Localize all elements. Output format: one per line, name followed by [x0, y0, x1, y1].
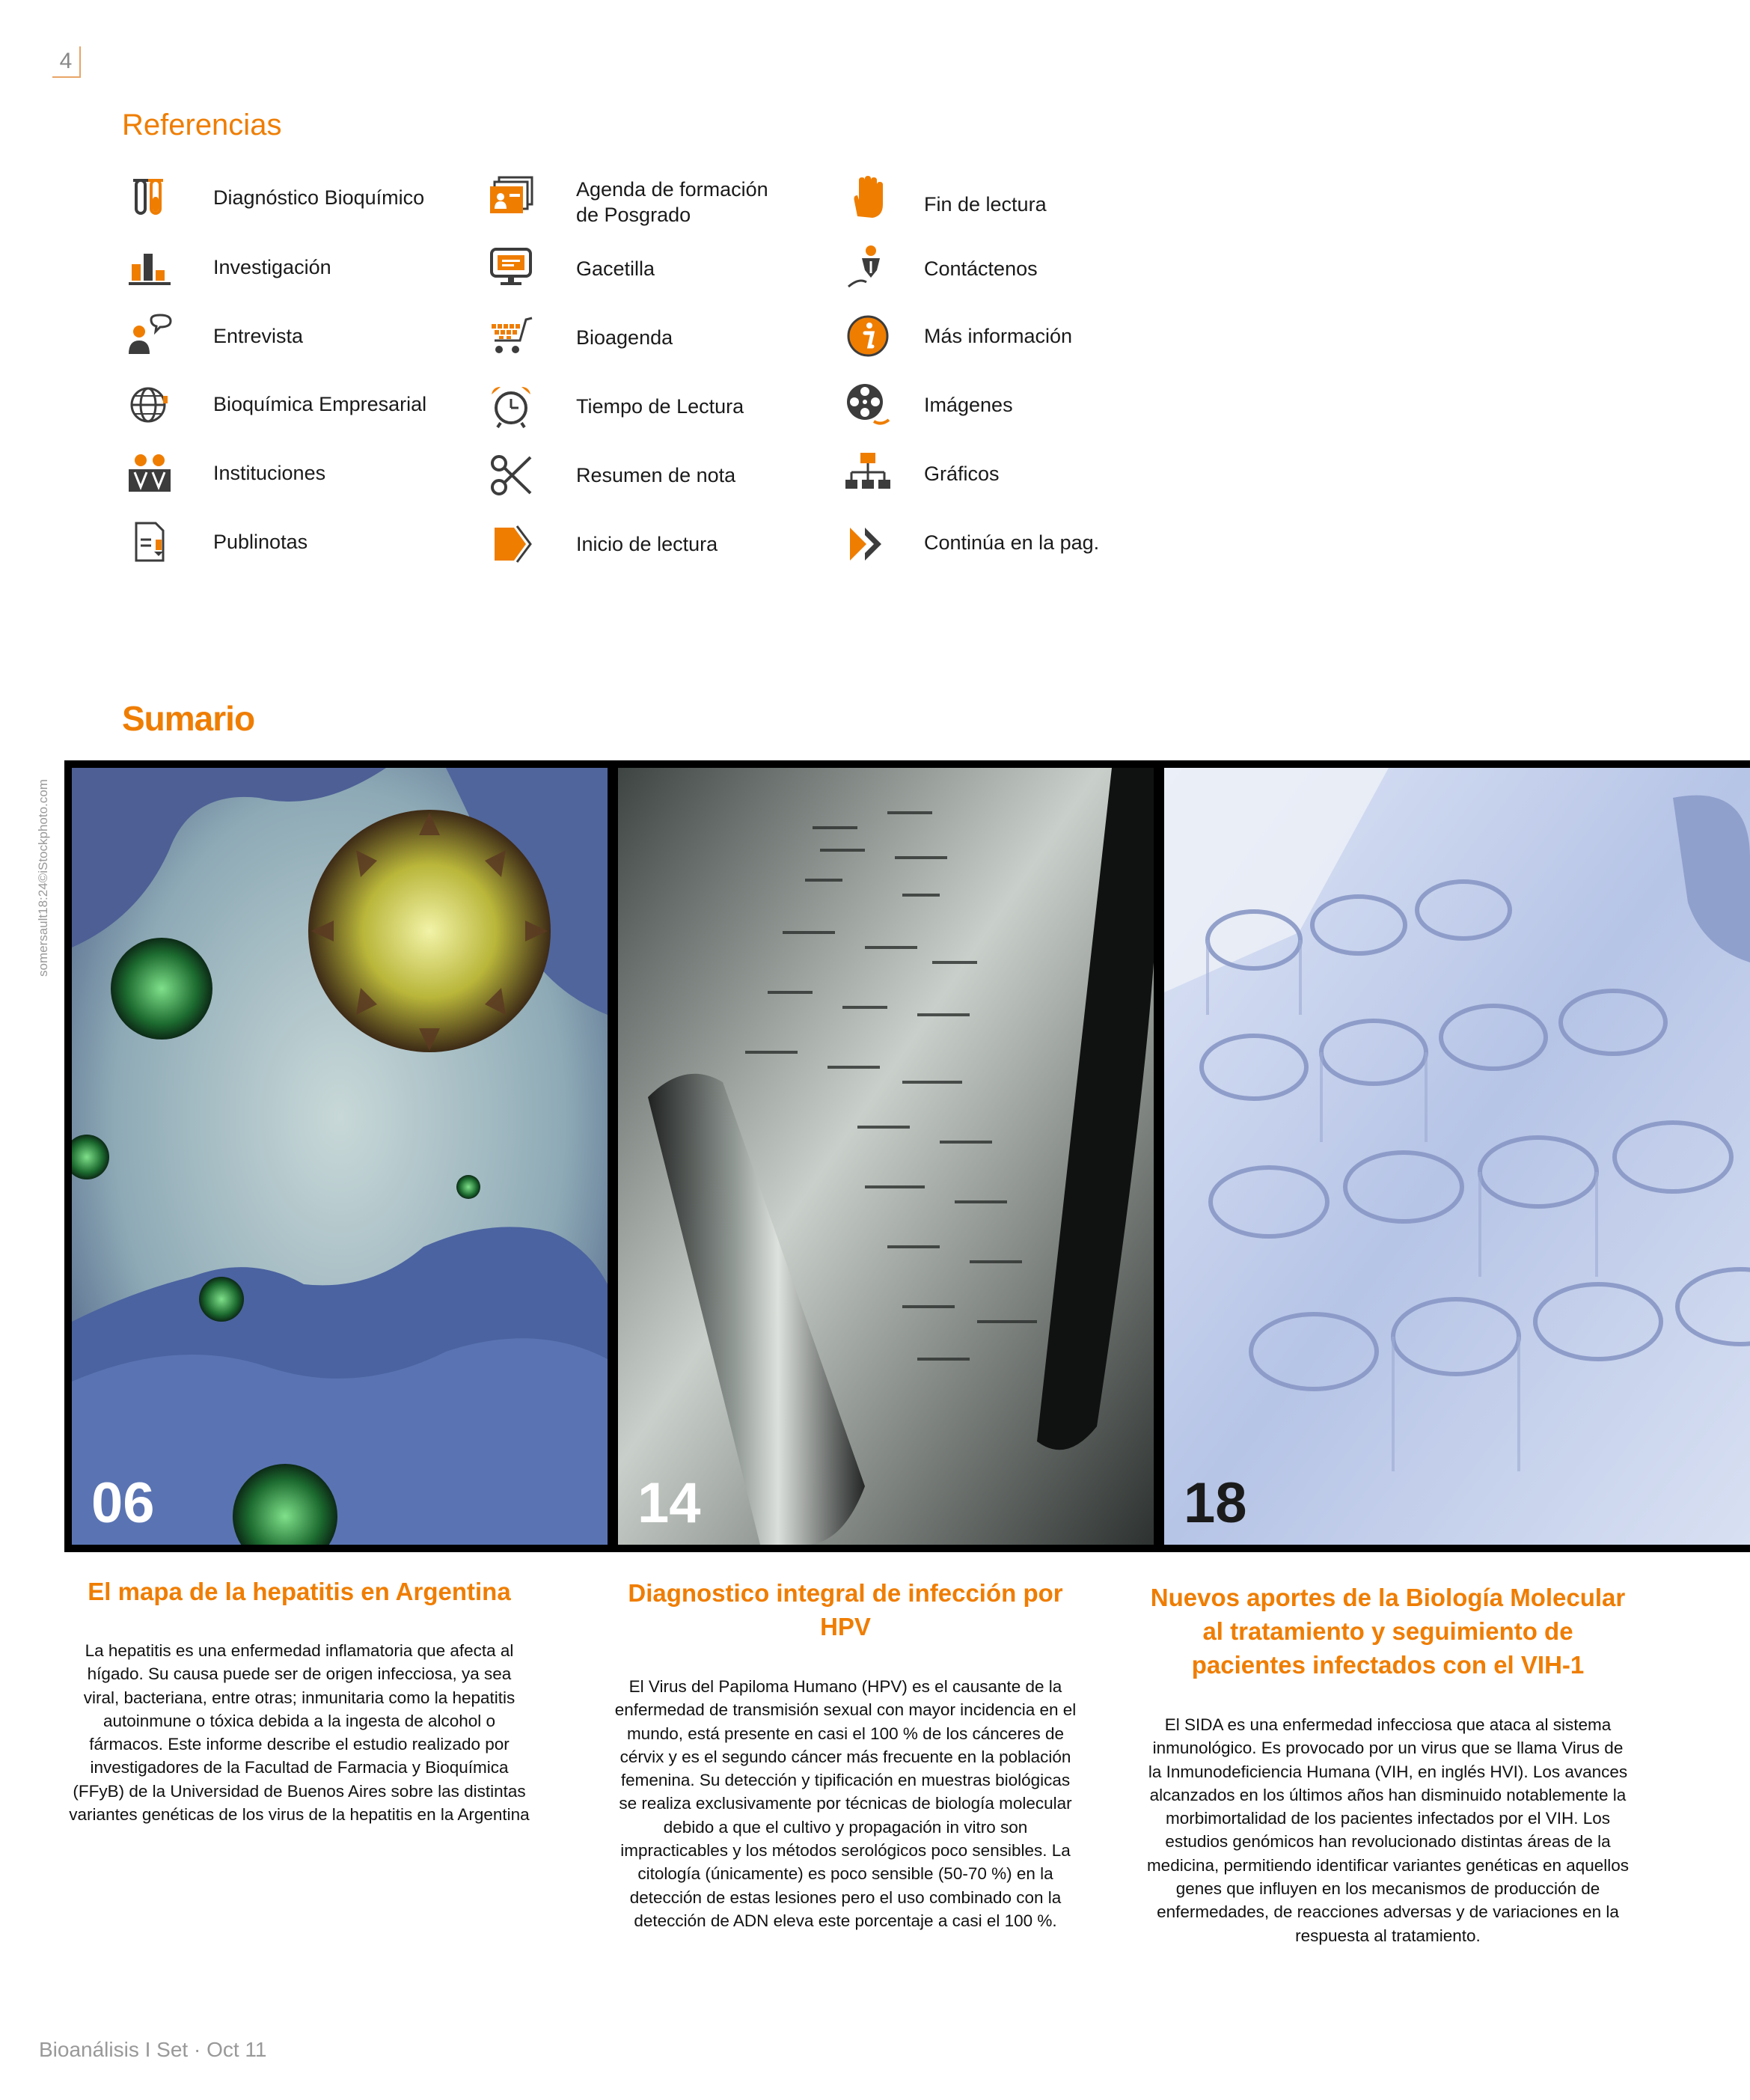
reference-item	[123, 310, 176, 362]
photo-strip	[64, 760, 1750, 1552]
reference-label: Inicio de lectura	[576, 533, 718, 555]
scissors-icon	[485, 449, 537, 501]
alarm-clock-icon	[485, 380, 537, 433]
info-icon	[842, 310, 894, 362]
reference-label: Diagnóstico Bioquímico	[213, 186, 425, 209]
org-chart-icon	[842, 448, 894, 500]
reference-label: Agenda de formación de Posgrado	[576, 178, 768, 226]
article-photo-hpv[interactable]	[618, 768, 1154, 1545]
reference-item	[842, 310, 894, 362]
reference-item	[485, 311, 537, 364]
reference-item	[485, 449, 537, 501]
reference-label: Tiempo de Lectura	[576, 395, 744, 418]
test-tubes-icon	[123, 172, 176, 225]
article-photo-vih[interactable]	[1164, 768, 1750, 1545]
monitor-icon	[485, 242, 537, 295]
interview-icon	[123, 310, 176, 362]
reference-item	[842, 448, 894, 500]
page-number: 4	[52, 46, 81, 78]
reference-item	[842, 241, 894, 293]
reference-label: Gacetilla	[576, 257, 655, 280]
reference-item	[123, 448, 176, 500]
contact-pin-icon	[842, 241, 894, 293]
reference-label: Contáctenos	[924, 257, 1038, 280]
globe-icon	[123, 379, 176, 431]
reference-item	[123, 241, 176, 293]
graduate-agenda-icon	[485, 172, 537, 225]
institutions-icon	[123, 448, 176, 500]
article-page-number: 14	[637, 1471, 701, 1535]
publinote-icon	[123, 516, 176, 569]
arrow-start-icon	[485, 518, 537, 570]
reference-label: Investigación	[213, 256, 331, 278]
article-title[interactable]: Diagnostico integral de infección por HPV	[628, 1579, 1063, 1640]
hand-stop-icon	[842, 172, 894, 225]
reference-item	[123, 379, 176, 431]
bar-chart-icon	[123, 241, 176, 293]
reference-item	[485, 242, 537, 295]
reference-label: Imágenes	[924, 394, 1013, 416]
reference-label: Continúa en la pag.	[924, 531, 1100, 554]
reference-label: Instituciones	[213, 462, 326, 484]
article-summary: El Virus del Papiloma Humano (HPV) es el causante de la enfermedad de transmisión sexual con mayor incidencia en el mundo, está presente en casi el 100 % de los cánceres de cérvix y es el segundo cáncer más frecuente en la población femenina. Su detección y tipificación en muestras biológicas se realiza exclusivamente por técnicas de biología molecular debido a que el cultivo y propagación in vitro son impracticables y los métodos serológicos poco sensibles. La citología (únicamente) es poco sensible (50-70 %) en la detección de estas lesiones pero el uso combinado con la detección de ADN eleva este porcentaje a casi el 100 %.	[614, 1677, 1077, 1930]
reference-item	[485, 380, 537, 433]
reference-label: Gráficos	[924, 463, 1000, 485]
reference-label: Bioagenda	[576, 326, 673, 349]
article-summary: El SIDA es una enfermedad infecciosa que ataca al sistema inmunológico. Es provocado por un virus que se llama Virus de la Inmunodeficiencia Humana (VIH, en inglés HVI). Los avances alcanzados en los últimos años han disminuido notablemente la morbimortalidad de los pacientes infectados por el VIH. Los estudios genómicos han revolucionado distintas áreas de la medicina, permitiendo identificar variantes genéticas en aquellos genes que influyen en los mecanismos de producción de enfermedades, de reacciones adversas y de variaciones en la respuesta al tratamiento.	[1146, 1715, 1630, 1945]
film-reel-icon	[842, 379, 894, 431]
reference-item	[485, 172, 537, 225]
article-photo-hepatitis[interactable]	[72, 768, 608, 1545]
photo-credit: somersault18:24©iStockphoto.com	[36, 779, 50, 977]
footer: Bioanálisis I Set · Oct 11	[39, 2038, 267, 2061]
reference-label: Resumen de nota	[576, 464, 736, 486]
article-summary: La hepatitis es una enfermedad inflamatoria que afecta al hígado. Su causa puede ser de origen infecciosa, ya sea viral, bacteriana, entre otras; inmunitaria como la hepatitis autoinmune o tóxica debida a la ingesta de alcohol o fármacos. Este informe describe el estudio realizado por investigadores de la Facultad de Farmacia y Bioquímica (FFyB) de la Universidad de Buenos Aires sobre las distintas variantes genéticas de los virus de la hepatitis en la Argentina	[69, 1641, 530, 1825]
article-page-number: 18	[1184, 1471, 1247, 1535]
reference-item	[123, 172, 176, 225]
reference-label: Bioquímica Empresarial	[213, 393, 427, 415]
reference-item	[842, 379, 894, 431]
reference-item	[485, 518, 537, 570]
reference-label: Más información	[924, 325, 1073, 347]
reference-label: Publinotas	[213, 531, 308, 553]
reference-item	[123, 516, 176, 569]
summary-title: Sumario	[122, 699, 255, 738]
reference-item	[842, 518, 894, 570]
references-title: Referencias	[122, 109, 282, 141]
double-chevron-icon	[842, 518, 894, 570]
reference-item	[842, 172, 894, 225]
article-title[interactable]: El mapa de la hepatitis en Argentina	[88, 1578, 511, 1605]
article-title[interactable]: Nuevos aportes de la Biología Molecular al tratamiento y seguimiento de pacientes infectados con el VIH-1	[1150, 1584, 1626, 1679]
cart-icon	[485, 311, 537, 364]
reference-label: Fin de lectura	[924, 193, 1047, 216]
reference-label: Entrevista	[213, 325, 304, 347]
article-page-number: 06	[91, 1471, 155, 1535]
